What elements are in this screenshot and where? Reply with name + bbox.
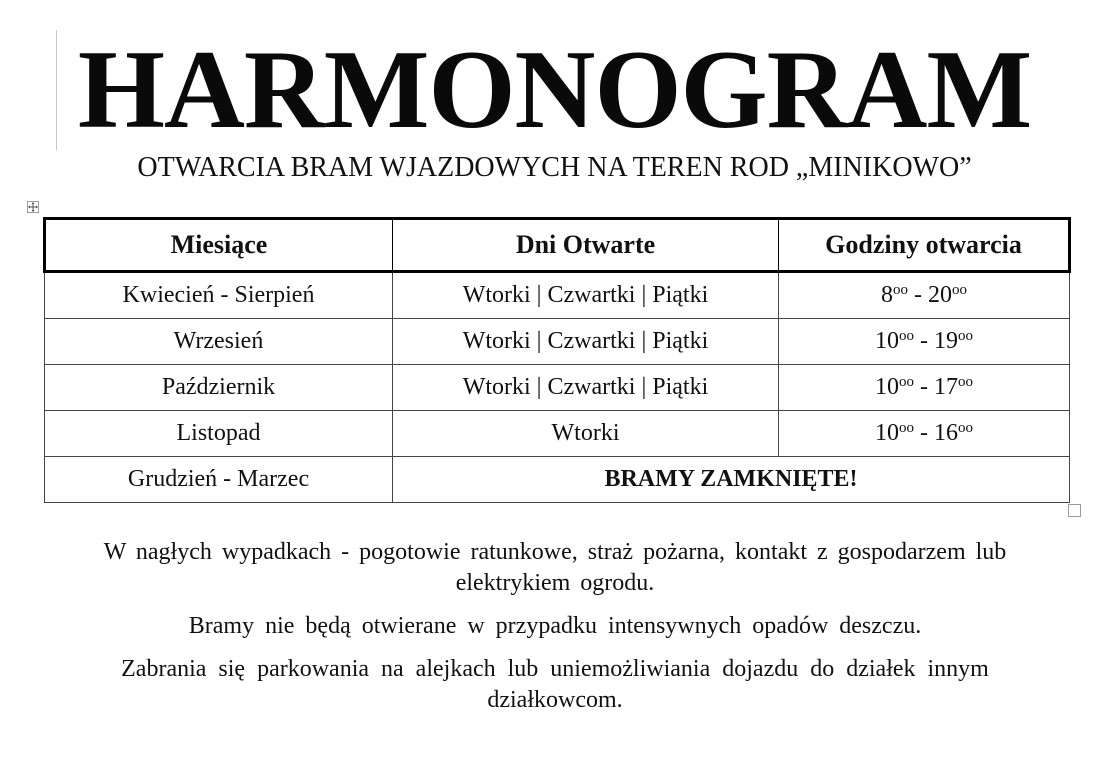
row-days: Wtorki | Czwartki | Piątki — [393, 272, 779, 319]
table-row-closed — [45, 457, 1070, 503]
hours-separator: - — [920, 420, 928, 446]
note-emergency: W nagłych wypadkach - pogotowie ratunkowe, straż pożarna, kontakt z gospodarzem lub elektrykiem ogrodu. — [103, 539, 1007, 596]
open-minutes: oo — [899, 328, 914, 344]
open-hour: 10 — [875, 374, 899, 400]
row-hours — [779, 319, 1070, 365]
table-row — [45, 411, 1070, 457]
close-minutes: oo — [952, 282, 967, 298]
close-minutes: oo — [958, 328, 973, 344]
header-months: Miesiące — [45, 219, 393, 272]
note-rain: Bramy nie będą otwierane w przypadku intensywnych opadów deszczu. — [188, 613, 922, 639]
close-hour: 16 — [934, 420, 958, 446]
note-parking: Zabrania się parkowania na alejkach lub uniemożliwiania dojazdu do działek innym działkowcom. — [121, 656, 989, 713]
notes-section — [60, 537, 1050, 728]
open-hour: 10 — [875, 328, 899, 354]
row-days: Wtorki | Czwartki | Piątki — [393, 365, 779, 411]
row-month: Wrzesień — [45, 319, 393, 365]
open-minutes: oo — [899, 374, 914, 390]
gates-closed-notice: BRAMY ZAMKNIĘTE! — [393, 457, 1070, 503]
close-hour: 17 — [934, 374, 958, 400]
table-row — [45, 272, 1070, 319]
row-days: Wtorki | Czwartki | Piątki — [393, 319, 779, 365]
table-header-row — [45, 219, 1070, 272]
row-hours — [779, 365, 1070, 411]
row-month: Październik — [45, 365, 393, 411]
hours-separator: - — [920, 374, 928, 400]
row-month: Grudzień - Marzec — [45, 457, 393, 503]
schedule-table — [43, 217, 1071, 503]
row-hours — [779, 411, 1070, 457]
open-hour: 10 — [875, 420, 899, 446]
page-title: HARMONOGRAM — [77, 28, 1032, 152]
row-hours — [779, 272, 1070, 319]
row-days: Wtorki — [393, 411, 779, 457]
header-hours: Godziny otwarcia — [779, 219, 1070, 272]
hours-separator: - — [920, 328, 928, 354]
table-resize-icon[interactable] — [1068, 504, 1081, 517]
close-hour: 20 — [928, 282, 952, 308]
table-move-icon[interactable] — [27, 201, 39, 213]
close-minutes: oo — [958, 374, 973, 390]
page-subtitle: OTWARCIA BRAM WJAZDOWYCH NA TEREN ROD „MINIKOWO” — [137, 152, 972, 183]
close-hour: 19 — [934, 328, 958, 354]
table-row — [45, 365, 1070, 411]
open-hour: 8 — [881, 282, 893, 308]
open-minutes: oo — [899, 420, 914, 436]
row-month: Kwiecień - Sierpień — [45, 272, 393, 319]
close-minutes: oo — [958, 420, 973, 436]
header-days: Dni Otwarte — [393, 219, 779, 272]
row-month: Listopad — [45, 411, 393, 457]
table-row — [45, 319, 1070, 365]
open-minutes: oo — [893, 282, 908, 298]
hours-separator: - — [914, 282, 922, 308]
